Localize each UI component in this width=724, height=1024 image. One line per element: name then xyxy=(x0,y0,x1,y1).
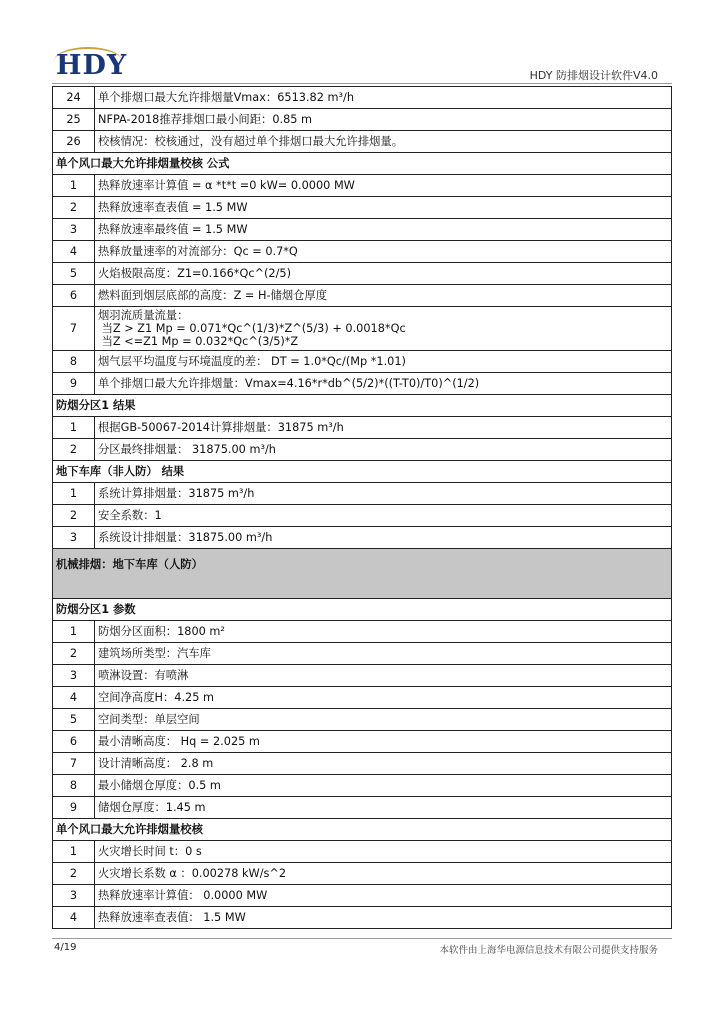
table-row xyxy=(53,307,672,351)
row-number: 1 xyxy=(53,621,95,643)
row-number: 9 xyxy=(53,373,95,395)
table-row xyxy=(53,109,672,131)
row-number: 3 xyxy=(53,665,95,687)
section-row xyxy=(53,153,672,175)
table-row xyxy=(53,885,672,907)
footer-support-text: 本软件由上海华电源信息技术有限公司提供支持服务 xyxy=(439,945,658,956)
row-text: 烟羽流质量流量： 当Z > Z1 Mp = 0.071*Qc^(1/3)*Z^(5/3) + 0.0018*Qc 当Z <=Z1 Mp = 0.032*Qc^(3/5)*Z xyxy=(95,307,672,351)
row-text: 空间类型：单层空间 xyxy=(95,709,672,731)
section-row xyxy=(53,549,672,599)
row-number: 5 xyxy=(53,709,95,731)
row-number: 5 xyxy=(53,263,95,285)
table-row xyxy=(53,907,672,929)
section-title: 地下车库（非人防） 结果 xyxy=(53,461,672,483)
table-row xyxy=(53,439,672,461)
row-number: 7 xyxy=(53,753,95,775)
row-text: 热释放速率计算值： 0.0000 MW xyxy=(95,885,672,907)
row-text: 火焰极限高度：Z1=0.166*Qc^(2/5) xyxy=(95,263,672,285)
section-row xyxy=(53,599,672,621)
row-number: 2 xyxy=(53,197,95,219)
row-text: 系统计算排烟量：31875 m³/h xyxy=(95,483,672,505)
header-divider xyxy=(52,83,672,84)
table-row xyxy=(53,219,672,241)
table-row xyxy=(53,753,672,775)
row-number: 6 xyxy=(53,731,95,753)
row-text: 热释放速率最终值 = 1.5 MW xyxy=(95,219,672,241)
row-text: 最小储烟仓厚度：0.5 m xyxy=(95,775,672,797)
row-text: 单个排烟口最大允许排烟量Vmax：6513.82 m³/h xyxy=(95,87,672,109)
row-text: 烟气层平均温度与环境温度的差： DT = 1.0*Qc/(Mp *1.01) xyxy=(95,351,672,373)
table-row xyxy=(53,797,672,819)
row-number: 9 xyxy=(53,797,95,819)
row-text: 单个排烟口最大允许排烟量：Vmax=4.16*r*db^(5/2)*((T-T0)/T0)^(1/2) xyxy=(95,373,672,395)
table-row xyxy=(53,841,672,863)
row-number: 8 xyxy=(53,351,95,373)
table-row xyxy=(53,241,672,263)
section-row xyxy=(53,819,672,841)
row-text: 热释放量速率的对流部分：Qc = 0.7*Q xyxy=(95,241,672,263)
row-text: 系统设计排烟量：31875.00 m³/h xyxy=(95,527,672,549)
row-number: 6 xyxy=(53,285,95,307)
row-number: 3 xyxy=(53,219,95,241)
row-text: 热释放速率查表值 = 1.5 MW xyxy=(95,197,672,219)
report-table-body xyxy=(53,87,672,929)
table-row xyxy=(53,505,672,527)
row-number: 7 xyxy=(53,307,95,351)
logo-text: HDY xyxy=(56,50,128,81)
row-text: 热释放速率查表值： 1.5 MW xyxy=(95,907,672,929)
software-title: HDY 防排烟设计软件V4.0 xyxy=(529,69,658,82)
row-text: 最小清晰高度： Hq = 2.025 m xyxy=(95,731,672,753)
row-number: 3 xyxy=(53,527,95,549)
row-number: 4 xyxy=(53,687,95,709)
section-row xyxy=(53,461,672,483)
row-text: 储烟仓厚度：1.45 m xyxy=(95,797,672,819)
table-row xyxy=(53,527,672,549)
row-number: 2 xyxy=(53,643,95,665)
table-row xyxy=(53,351,672,373)
section-row xyxy=(53,395,672,417)
row-text: 设计清晰高度： 2.8 m xyxy=(95,753,672,775)
section-title: 防烟分区1 结果 xyxy=(53,395,672,417)
row-text: 分区最终排烟量： 31875.00 m³/h xyxy=(95,439,672,461)
row-text: NFPA-2018推荐排烟口最小间距：0.85 m xyxy=(95,109,672,131)
table-row xyxy=(53,687,672,709)
row-text: 建筑场所类型：汽车库 xyxy=(95,643,672,665)
row-number: 8 xyxy=(53,775,95,797)
row-number: 1 xyxy=(53,483,95,505)
row-number: 4 xyxy=(53,907,95,929)
page-number: 4/19 xyxy=(54,942,77,953)
table-row xyxy=(53,285,672,307)
row-text: 根据GB-50067-2014计算排烟量：31875 m³/h xyxy=(95,417,672,439)
table-row xyxy=(53,373,672,395)
row-number: 2 xyxy=(53,439,95,461)
row-text: 空间净高度H：4.25 m xyxy=(95,687,672,709)
table-row xyxy=(53,483,672,505)
row-number: 2 xyxy=(53,505,95,527)
row-number: 2 xyxy=(53,863,95,885)
row-text: 防烟分区面积：1800 m² xyxy=(95,621,672,643)
row-number: 4 xyxy=(53,241,95,263)
table-row xyxy=(53,731,672,753)
section-title: 单个风口最大允许排烟量校核 公式 xyxy=(53,153,672,175)
row-text: 喷淋设置：有喷淋 xyxy=(95,665,672,687)
table-row xyxy=(53,775,672,797)
row-number: 3 xyxy=(53,885,95,907)
row-text: 火灾增长时间 t：0 s xyxy=(95,841,672,863)
table-row xyxy=(53,417,672,439)
row-text: 校核情况：校核通过，没有超过单个排烟口最大允许排烟量。 xyxy=(95,131,672,153)
hdy-logo xyxy=(54,47,128,83)
row-number: 1 xyxy=(53,175,95,197)
table-row xyxy=(53,263,672,285)
table-row xyxy=(53,665,672,687)
row-number: 24 xyxy=(53,87,95,109)
table-row xyxy=(53,643,672,665)
row-number: 1 xyxy=(53,417,95,439)
table-row xyxy=(53,87,672,109)
footer-divider xyxy=(52,938,672,939)
section-title: 单个风口最大允许排烟量校核 xyxy=(53,819,672,841)
row-text: 安全系数：1 xyxy=(95,505,672,527)
report-table xyxy=(52,86,672,929)
row-text: 燃料面到烟层底部的高度：Z = H-储烟仓厚度 xyxy=(95,285,672,307)
row-number: 25 xyxy=(53,109,95,131)
table-row xyxy=(53,709,672,731)
table-row xyxy=(53,175,672,197)
table-row xyxy=(53,621,672,643)
section-title: 防烟分区1 参数 xyxy=(53,599,672,621)
table-row xyxy=(53,863,672,885)
row-number: 1 xyxy=(53,841,95,863)
row-number: 26 xyxy=(53,131,95,153)
row-text: 火灾增长系数 α ：0.00278 kW/s^2 xyxy=(95,863,672,885)
table-row xyxy=(53,197,672,219)
row-text: 热释放速率计算值 = α *t*t =0 kW= 0.0000 MW xyxy=(95,175,672,197)
section-title: 机械排烟：地下车库（人防） xyxy=(53,549,672,599)
table-row xyxy=(53,131,672,153)
